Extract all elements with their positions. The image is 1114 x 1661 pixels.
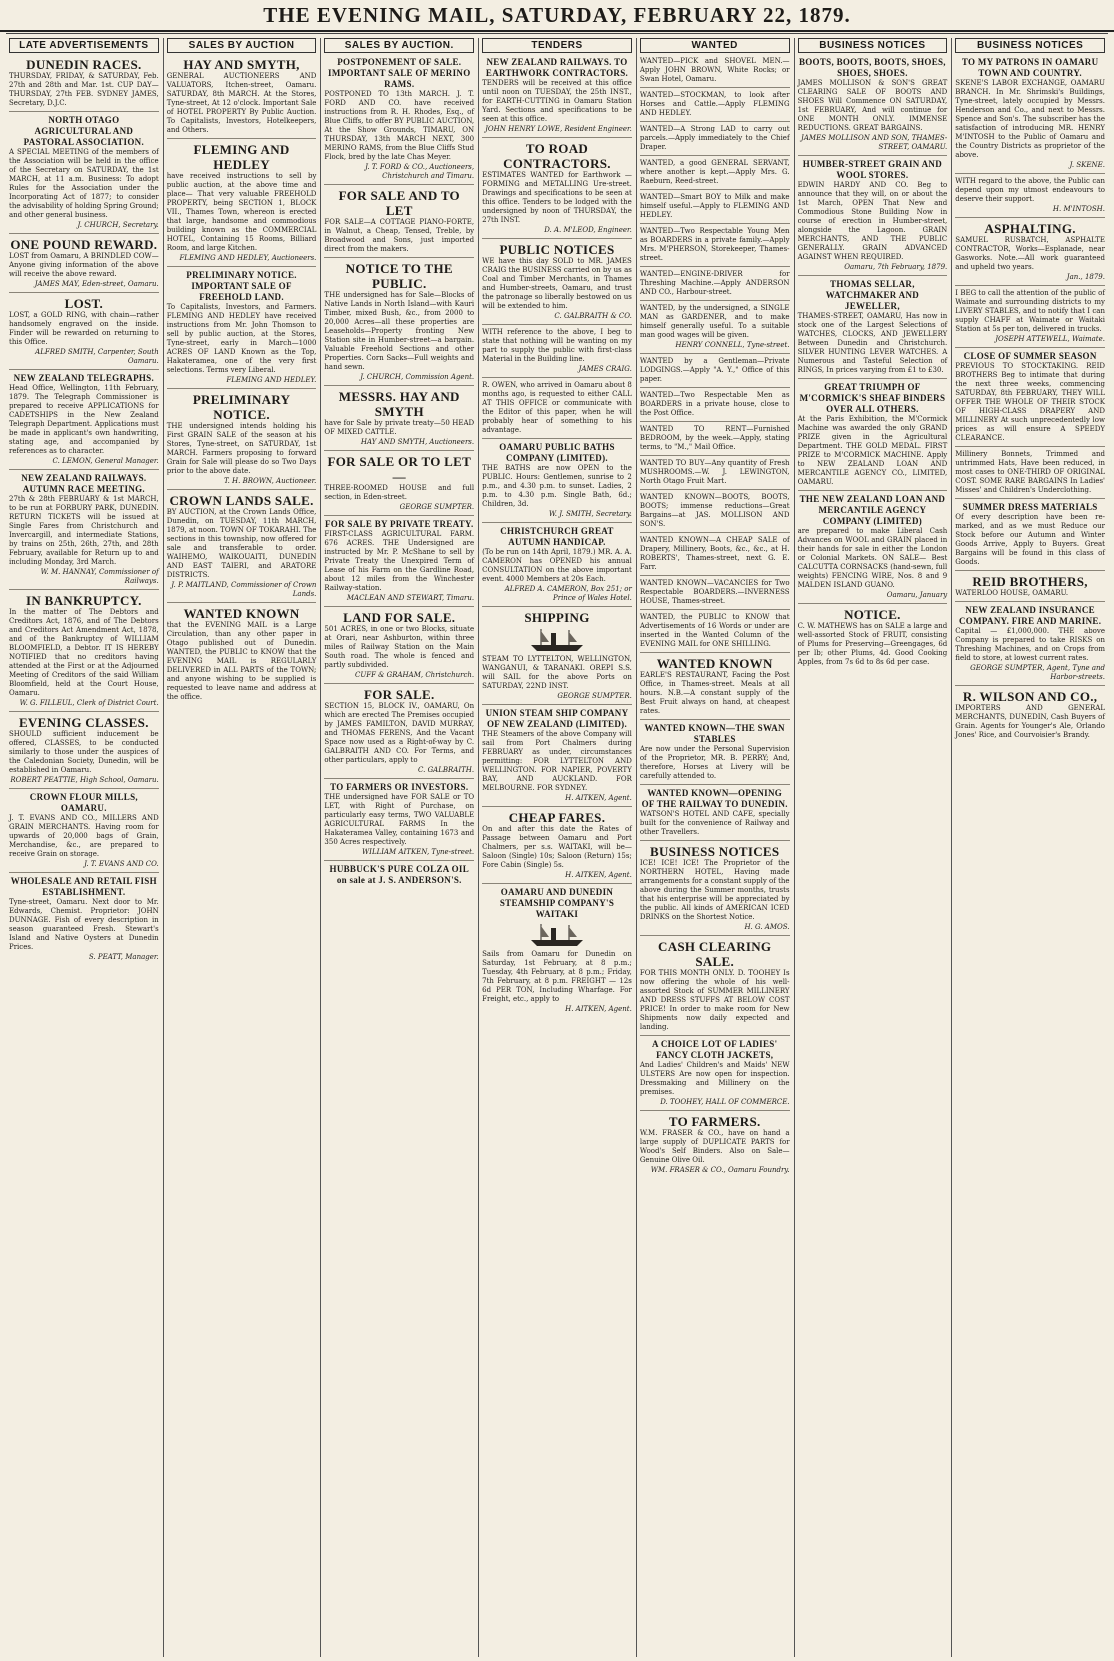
ad-title: NOTICE. <box>844 607 901 622</box>
ad-body: JAMES MOLLISON & SON'S GREAT CLEARING SALE OF BOOTS AND SHOES Will Commence ON SATURDAY, 1st FEBRUARY, And will continue for ONE MONTH ONLY. IMMENSE REDUCTIONS. GREAT BARGAINS. <box>797 79 948 132</box>
ad-body: WATSON'S HOTEL AND CAFE, specially built for the convenience of Railway and other Travellers. <box>639 810 790 836</box>
ad-signature: H. G. AMOS. <box>744 923 790 931</box>
column-1 <box>6 38 162 1657</box>
ad-signature: ALFRED SMITH, Carpenter, South Oamaru. <box>35 348 159 365</box>
advertisement <box>798 607 948 670</box>
ad-signature: H. AITKEN, Agent. <box>565 794 632 802</box>
advertisement <box>324 261 474 386</box>
ad-signature: HENRY CONNELL, Tyne-street. <box>675 341 790 349</box>
advertisement <box>482 242 632 325</box>
advertisement <box>955 605 1105 686</box>
ad-title: OAMARU PUBLIC BATHS COMPANY (LIMITED). <box>499 442 615 463</box>
ad-body: W.M. FRASER & CO., have on hand a large supply of DUPLICATE PARTS for Wood's Self Binders. Also on Sale—Genuine Olive Oil. <box>639 1129 790 1164</box>
advertisement <box>640 425 790 456</box>
ad-body: And Ladies' Children's and Maids' NEW ULSTERS Are now open for inspection. Dressmaking and Millinery on the premises. <box>639 1061 790 1096</box>
ad-body: THAMES-STREET, OAMARU, Has now in stock one of the Largest Selections of WATCHES, CLOCKS, AND JEWELLERY Between Dunedin and Christchurch. SILVER HUNTING LEVER WATCHES. A Numerous and Tasteful Selection of RINGS, In prices varying from £1 to £30. <box>797 312 948 374</box>
advertisement <box>482 708 632 807</box>
column-rule <box>794 38 795 1657</box>
advertisement <box>482 810 632 884</box>
ad-signature: JAMES MOLLISON AND SON, THAMES-STREET, OAMARU. <box>801 134 948 151</box>
ad-title: THOMAS SELLAR, WATCHMAKER AND JEWELLER, <box>825 279 920 311</box>
ad-title: FOR SALE AND TO LET <box>338 188 460 218</box>
masthead-rule <box>6 33 1108 34</box>
advertisement <box>955 574 1105 602</box>
ad-title: NEW ZEALAND RAILWAYS. AUTUMN RACE MEETING. <box>21 473 147 494</box>
ad-signature: J. T. FORD & CO., Auctioneers, Christchurch and Timaru. <box>365 163 475 180</box>
advertisement <box>482 57 632 138</box>
ad-body: IMPORTERS AND GENERAL MERCHANTS, DUNEDIN, Cash Buyers of Grain. Agents for Younger's Ale, Orlando Jones' Rice, and Courvoisier's Brandy. <box>955 704 1105 739</box>
ad-body: 27th & 28th FEBRUARY & 1st MARCH, to be run at FORBURY PARK, DUNEDIN. RETURN TICKETS will be issued at Single Fares from Christchurch and Invercargill, and intermediate Stations, by trains on 25th, 26th, 27th, and 28th February, available for Return up to and including Monday, 3rd March. <box>9 495 159 566</box>
advertisement <box>640 125 790 156</box>
advertisement <box>167 493 317 603</box>
ad-body: have for Sale by private treaty—50 HEAD OF MIXED CATTLE. <box>324 419 475 436</box>
ad-body: FOR THIS MONTH ONLY. D. TOOHEY Is now offering the whole of his well-assorted Stock of SUMMER MILLINERY AND DRESS STUFFS AT BELOW COST PRICE! In order to make room for New Shipments now daily expected and landing. <box>639 969 790 1031</box>
ad-title: ASPHALTING. <box>984 221 1076 236</box>
ad-body: WANTED KNOWN—A CHEAP SALE of Drapery, Millinery, Boots, &c., &c., at H. ROBERTS', Thames-street, next G. E. Farr. <box>639 536 790 571</box>
ad-title: REID BROTHERS, <box>972 574 1088 589</box>
column-rule <box>478 38 479 1657</box>
advertisement <box>9 57 159 112</box>
advertisement <box>640 656 790 720</box>
ad-title: POSTPONEMENT OF SALE. IMPORTANT SALE OF MERINO RAMS. <box>328 57 471 89</box>
advertisement <box>482 887 632 1017</box>
ad-title: TO MY PATRONS IN OAMARU TOWN AND COUNTRY. <box>961 57 1099 78</box>
advertisement <box>640 193 790 224</box>
ad-title: MESSRS. HAY AND SMYTH <box>338 389 460 419</box>
ad-signature: MACLEAN AND STEWART, Timaru. <box>346 594 475 602</box>
advertisement <box>9 715 159 789</box>
advertisement <box>482 381 632 439</box>
ad-body: POSTPONED TO 13th MARCH. J. T. FORD AND CO. have received instructions from R. H. Rhodes, Esq., of Blue Cliffs, to offer BY PUBLIC AUCTION, At the Show Grounds, TIMARU, ON THURSDAY, 13th MARCH NEXT, 300 MERINO RAMS, from the Blue Cliffs Stud Flock, bred by the late Chas Meyer. <box>324 90 475 161</box>
section-header: SALES BY AUCTION <box>167 38 317 53</box>
ad-title: CHRISTCHURCH GREAT AUTUMN HANDICAP. <box>500 526 614 547</box>
advertisement <box>798 494 948 604</box>
ad-title: SHIPPING <box>524 610 590 625</box>
advertisement <box>9 792 159 873</box>
ad-title: PRELIMINARY NOTICE. <box>192 392 291 422</box>
advertisement <box>9 593 159 712</box>
ad-body: TENDERS will be received at this office until noon on TUESDAY, the 25th INST., for EARTH-CUTTING in Oamaru Station Yard. Sections and specifications to be seen at this office. <box>482 79 632 123</box>
ad-body: EARLE'S RESTAURANT, Facing the Post Office, in Thames-street. Meals at all hours. N.B.—A constant supply of the Best Fruit always on hand, at cheapest rates. <box>639 671 790 715</box>
advertisement <box>798 382 948 491</box>
ad-title: CHEAP FARES. <box>508 810 606 825</box>
ad-body: THE Steamers of the above Company will sail from Port Chalmers during FEBRUARY as under, circumstances permitting: FOR LYTTELTON AND WELLINGTON. FOR NAPIER, POVERTY BAY, AND AUCKLAND. FOR MELBOURNE. FOR SYDNEY. <box>482 730 632 792</box>
advertisement <box>955 289 1105 348</box>
ad-body: SAMUEL RUSBATCH, ASPHALTE CONTRACTOR, Works—Esplanade, near Gasworks. Note.—All work guaranteed and upheld two years. <box>955 236 1105 271</box>
ad-body: Sails from Oamaru for Dunedin on Saturday, 1st February, at 8 p.m.; Tuesday, 4th February, at 8 p.m.; Friday, 7th February, at 8 p.m. FREIGHT — 12s 6d PER TON, Including Wharfage. For Freight, etc., apply to <box>482 950 632 1003</box>
ad-title: WANTED KNOWN <box>183 606 300 621</box>
ad-body: WANTED—ENGINE-DRIVER for Threshing Machine.—Apply ANDERSON AND CO., Harbour-street. <box>639 270 790 296</box>
ad-signature: H. AITKEN, Agent. <box>565 871 632 879</box>
ad-body: On and after this date the Rates of Passage between Oamaru and Port Chalmers, per s.s. WAITAKI, will be—Saloon (Single) 10s; Saloon (Return) 15s; Fore Cabin (Single) 5s. <box>482 825 632 869</box>
advertisement <box>640 536 790 576</box>
advertisement <box>640 227 790 267</box>
ad-title: LAND FOR SALE. <box>343 610 456 625</box>
advertisement <box>482 526 632 607</box>
ad-body: Of every description have been re-marked, and as we must Reduce our Stock before our Autumn and Winter Goods Arrive, Apply to Buyers. Great Bargains will be found in this class of Goods. <box>955 513 1105 566</box>
column-rule <box>163 38 164 1657</box>
advertisement <box>955 689 1105 743</box>
advertisement <box>324 687 474 779</box>
ad-title: EVENING CLASSES. <box>18 715 149 730</box>
ad-title: WHOLESALE AND RETAIL FISH ESTABLISHMENT. <box>10 876 157 897</box>
ad-body: SECTION 15, BLOCK IV., OAMARU, On which are erected The Premises occupied by JAMES FAMILTON, DAVID MURRAY, and THOMAS FERENS, And the Vacant Space now used as a Right-of-way by C. GALBRAITH AND CO. For Terms, and other particulars, apply to <box>324 702 475 764</box>
steamship-icon <box>527 627 587 653</box>
ad-signature: HAY AND SMYTH, Auctioneers. <box>360 438 475 446</box>
ad-signature: D. TOOHEY, HALL OF COMMERCE. <box>660 1098 790 1106</box>
ad-title: CASH CLEARING SALE. <box>658 939 772 969</box>
ad-title: WANTED KNOWN <box>656 656 773 671</box>
ad-body: Millinery Bonnets, Trimmed and untrimmed Hats, Have been reduced, in most cases to ONE-THIRD OF ORIGINAL COST. SOME RARE BARGAINS In Ladies' Misses' and Children's Underclothing. <box>955 450 1105 494</box>
ad-body: WANTED—Two Respectable Young Men as BOARDERS in a private family.—Apply Mrs. M'PHERSON, Storekeeper, Thames-street. <box>639 227 790 262</box>
ad-signature: FLEMING AND HEDLEY. <box>226 376 317 384</box>
advertisement <box>955 502 1105 571</box>
section-header: WANTED <box>640 38 790 53</box>
ad-signature: J. CHURCH, Commission Agent. <box>360 373 475 381</box>
advertisement <box>167 392 317 490</box>
ad-body: WANTED—Smart BOY to Milk and make himself useful.—Apply to FLEMING AND HEDLEY. <box>639 193 790 219</box>
ad-body: THREE-ROOMED HOUSE and full section, in Eden-street. <box>324 484 475 501</box>
column-rule <box>320 38 321 1657</box>
ad-body: WE have this day SOLD to MR. JAMES CRAIG the BUSINESS carried on by us as Coal and Timber Merchants, in Thames and Humber-streets, Oamaru, and trust the patronage so liberally bestowed on us will be extended to him. <box>482 257 632 310</box>
ad-title: SUMMER DRESS MATERIALS <box>962 502 1098 512</box>
advertisement <box>798 57 948 156</box>
advertisement <box>167 606 317 705</box>
ad-signature: J. CHURCH, Secretary. <box>77 221 159 229</box>
advertisement <box>9 473 159 590</box>
advertisement <box>9 296 159 370</box>
column-3 <box>321 38 477 1657</box>
advertisement <box>9 115 159 234</box>
ad-signature: T. H. BROWN, Auctioneer. <box>223 477 317 485</box>
ad-body: GENERAL AUCTIONEERS AND VALUATORS, Itchen-street, Oamaru. SATURDAY, 8th MARCH. At the Stores, Tyne-street, At 12 o'clock. Important Sale of HOTEL PROPERTY By Public Auction. To Capitalists, Investors, Hotelkeepers, and Others. <box>166 72 317 134</box>
ad-signature: Oamaru, 7th February, 1879. <box>844 263 948 271</box>
ad-body: WITH reference to the above, I beg to state that nothing will be wanting on my part to supply the public with first-class Material in the Building line. <box>482 328 632 363</box>
section-header: LATE ADVERTISEMENTS <box>9 38 159 53</box>
ad-signature: W. M. HANNAY, Commissioner of Railways. <box>40 568 159 585</box>
advertisement <box>798 159 948 276</box>
ad-signature: W. G. FILLEUL, Clerk of District Court. <box>19 699 159 707</box>
ad-body: To Capitalists, Investors, and Farmers. FLEMING AND HEDLEY have received instructions from Mr. John Thomson to sell by public auction, at the Stores, Tyne-street, early in March—1000 ACRES OF LAND Known as the Top, Hakateramea, one of the very first selections. Terms very Liberal. <box>166 303 317 374</box>
ad-title: HUBBUCK'S PURE COLZA OIL on sale at J. S. ANDERSON'S. <box>329 864 470 885</box>
ad-title: THE NEW ZEALAND LOAN AND MERCANTILE AGENCY COMPANY (LIMITED) <box>799 494 946 526</box>
ad-body: WATERLOO HOUSE, OAMARU. <box>955 589 1069 597</box>
ad-body: Head Office, Wellington, 11th February, 1879. The Telegraph Commissioner is prepared to receive APPLICATIONS for CADETSHIPS in the New Zealand Telegraph Department. Applications must be made in applicant's own handwriting, stating age, and accompanied by references as to character. <box>9 384 159 455</box>
ad-title: NORTH OTAGO AGRICULTURAL AND PASTORAL ASSOCIATION. <box>23 115 145 147</box>
ad-body: that the EVENING MAIL is a Large Circulation, than any other paper in Otago published out of Dunedin. WANTED, the PUBLIC to KNOW that the EVENING MAIL is REGULARLY DELIVERED in ALL PARTS of the TOWN; and anyone wishing to be supplied is requested to leave name and address at the office. <box>166 621 317 701</box>
advertisement <box>324 454 474 516</box>
ad-title: CROWN FLOUR MILLS, OAMARU. <box>29 792 138 813</box>
ad-signature: Jan., 1879. <box>1066 273 1105 281</box>
advertisement <box>640 844 790 936</box>
advertisement <box>640 613 790 653</box>
advertisement <box>167 57 317 139</box>
advertisement <box>324 782 474 861</box>
ad-signature: JOHN HENRY LOWE, Resident Engineer. <box>485 125 632 133</box>
ad-signature: FLEMING AND HEDLEY, Auctioneers. <box>179 254 317 262</box>
ad-title: LOST. <box>64 296 104 311</box>
ad-body: Tyne-street, Oamaru. Next door to Mr. Edwards, Chemist. Proprietor: JOHN DUNNAGE. Fish of every description in season guaranteed Fresh. Stewart's Island and Native Oysters at Dunedin Prices. <box>9 898 159 951</box>
ad-title: NEW ZEALAND RAILWAYS. TO EARTHWORK CONTRACTORS. <box>485 57 629 78</box>
ad-body: WANTED by a Gentleman—Private LODGINGS.—Apply "A. Y.," Office of this paper. <box>639 357 790 383</box>
steamship-icon <box>527 922 587 948</box>
ad-body: I BEG to call the attention of the public of Waimate and surrounding districts to my LIVERY STABLES, and to notify that I can supply CHAFF at Waimate or Waitaki Station at 5s per ton, delivered in trucks. <box>955 289 1105 333</box>
advertisement <box>482 442 632 523</box>
ad-title: PRELIMINARY NOTICE. IMPORTANT SALE OF FREEHOLD LAND. <box>186 270 297 302</box>
ad-body: ICE! ICE! ICE! The Proprietor of the NORTHERN HOTEL, Having made arrangements for a constant supply of the above during the Summer months, trusts that his enterprise will be appreciated by the public. All kinds of AMERICAN ICED DRINKS on the Shortest Notice. <box>639 859 790 921</box>
advertisement <box>9 876 159 965</box>
advertisement <box>640 270 790 301</box>
ad-title: WANTED KNOWN—THE SWAN STABLES <box>644 723 785 744</box>
section-header: TENDERS <box>482 38 632 53</box>
advertisement <box>640 1039 790 1111</box>
advertisement <box>324 610 474 684</box>
ad-signature: J. T. EVANS AND CO. <box>84 860 159 868</box>
ad-title: HAY AND SMYTH, <box>183 57 300 72</box>
ad-title: IN BANKRUPTCY. <box>26 593 142 608</box>
column-7 <box>952 38 1108 1657</box>
ad-signature: WILLIAM AITKEN, Tyne-street. <box>361 848 475 856</box>
ad-signature: W. J. SMITH, Secretary. <box>548 510 632 518</box>
column-2 <box>164 38 320 1657</box>
ad-body: LOST from Oamaru, A BRINDLED COW—Anyone giving information of the above will receive the above reward. <box>9 252 159 278</box>
ad-body: R. OWEN, who arrived in Oamaru about 8 months ago, is requested to either CALL AT THIS OFFICE or communicate with the Editor of this paper, when he will probably hear of something to his advantage. <box>482 381 632 434</box>
ad-body: FOR SALE—A COTTAGE PIANO-FORTE, in Walnut, a Cheap, Tensed, Treble, by Broadwood and Sons, just imported direct from the makers. <box>324 218 475 253</box>
advertisement <box>640 91 790 122</box>
ad-title: OAMARU AND DUNEDIN STEAMSHIP COMPANY'S WAITAKI <box>499 887 615 919</box>
advertisement <box>324 57 474 185</box>
ad-body: WANTED KNOWN—BOOTS, BOOTS, BOOTS; immense reductions—Great Bargains—at JAS. MOLLISON AND SON'S. <box>639 493 790 528</box>
advertisement <box>955 351 1105 447</box>
ad-title: NEW ZEALAND TELEGRAPHS. <box>13 373 155 383</box>
ad-title: TO ROAD CONTRACTORS. <box>503 141 611 171</box>
ad-title: WANTED KNOWN—OPENING OF THE RAILWAY TO DUNEDIN. <box>641 788 788 809</box>
ad-body: BY AUCTION, at the Crown Lands Office, Dunedin, on TUESDAY, 11th MARCH, 1879, at noon. TOWN OF TOKARAHI. The sections in this township, now offered for sale and transferable to order. WAIHEMO, WAIKOUAITI, DUNEDIN AND EAST TAIERI, and ARATORE DISTRICTS. <box>166 508 317 579</box>
ad-body: At the Paris Exhibition, the M'Cormick Machine was awarded the only GRAND PRIZE given in the Agricultural Department. THE GOLD MEDAL. FIRST PRIZE to M'CORMICK MACHINE. Apply to NEW ZEALAND LOAN AND MERCANTILE AGENCY CO., LIMITED, OAMARU. <box>797 415 948 486</box>
ad-body: WANTED—Two Respectable Men as BOARDERS in a private house, close to the Post Office. <box>639 391 790 417</box>
ad-body: WANTED—A Strong LAD to carry out parcels.—Apply immediately to the Chief Draper. <box>639 125 790 151</box>
advertisement <box>640 788 790 841</box>
ad-body: STEAM TO LYTTELTON, WELLINGTON, WANGANUI, & TARANAKI. OREPI S.S. will SAIL for the above Ports on SATURDAY, 22ND INST. <box>482 655 632 690</box>
ad-signature: CUFF & GRAHAM, Christchurch. <box>354 671 475 679</box>
ad-body: LOST, a GOLD RING, with chain—rather handsomely engraved on the inside. Finder will be rewarded on returning to this Office. <box>9 311 159 346</box>
ad-body: WANTED, a good GENERAL SERVANT, where another is kept.—Apply Mrs. G. Raeburn, Reed-street. <box>639 159 790 185</box>
advertisement <box>798 279 948 379</box>
advertisement <box>640 357 790 388</box>
ad-body: WANTED KNOWN—VACANCIES for Two Respectable BOARDERS.—INVERNESS HOUSE, Thames-street. <box>639 579 790 605</box>
ad-title: FOR SALE BY PRIVATE TREATY. <box>324 519 474 529</box>
ad-body: WANTED TO BUY—Any quantity of Fresh MUSHROOMS.—W. J. LEWINGTON, North Otago Fruit Mart. <box>639 459 790 485</box>
advertisement <box>640 304 790 354</box>
column-4 <box>479 38 635 1657</box>
advertisement <box>640 493 790 533</box>
ad-title: ONE POUND REWARD. <box>10 237 158 252</box>
section-header: SALES BY AUCTION. <box>324 38 474 53</box>
ad-signature: ALFRED A. CAMERON, Box 251; or Prince of Wales Hotel. <box>504 585 632 602</box>
advertisement <box>640 459 790 490</box>
ad-signature: H. M'INTOSH. <box>1052 205 1105 213</box>
advertisement <box>324 389 474 451</box>
ad-body: WANTED—PICK and SHOVEL MEN.—Apply JOHN BROWN, White Rocks; or Swan Hotel, Oamaru. <box>639 57 790 83</box>
advertisement <box>640 57 790 88</box>
ad-title: NEW ZEALAND INSURANCE COMPANY. FIRE AND MARINE. <box>959 605 1102 626</box>
advertisement <box>482 328 632 378</box>
advertisement <box>640 723 790 785</box>
ad-body: EDWIN HARDY AND CO. Beg to announce that they will, on or about the 1st March, OPEN That New and Commodious Stone Building Now in course of erection in Humber-street, alongside the Lagoon. GRAIN MERCHANTS, AND THE PUBLIC GENERALLY. GRAIN ADVANCED AGAINST WHEN REQUIRED. <box>797 181 948 261</box>
ad-body: SHOULD sufficient inducement be offered, CLASSES, to be conducted similarly to those under the auspices of the Caledonian Society, Dunedin, will be established in Oamaru. <box>9 730 159 774</box>
masthead <box>0 0 1114 32</box>
ad-signature: JOSEPH ATTEWELL, Waimate. <box>995 335 1105 343</box>
ad-title: TO FARMERS. <box>668 1114 761 1129</box>
ad-title: CLOSE OF SUMMER SEASON <box>963 351 1097 361</box>
ad-title: HUMBER-STREET GRAIN AND WOOL STORES. <box>802 159 943 180</box>
ad-body: THE undersigned intends holding his First GRAIN SALE of the season at his Stores, Tyne-street, on SATURDAY, 1st MARCH. Farmers proposing to forward Grain for Sale will please do so Two Days prior to the above date. <box>166 422 317 475</box>
ad-title: FOR SALE. <box>363 687 435 702</box>
ad-title: A CHOICE LOT OF LADIES' FANCY CLOTH JACKETS, <box>651 1039 778 1060</box>
advertisement <box>324 519 474 607</box>
advertisement <box>955 221 1105 286</box>
ad-body: J. T. EVANS AND CO., MILLERS AND GRAIN MERCHANTS. Having room for upwards of 20,000 bags of Grain, Merchandise, &c., are prepared to receive Grain on storage. <box>9 814 159 858</box>
ad-title: PUBLIC NOTICES <box>499 242 615 257</box>
ad-body: WITH regard to the above, the Public can depend upon my utmost endeavours to deserve their support. <box>955 177 1105 203</box>
ad-title: R. WILSON AND CO., <box>962 689 1098 704</box>
ad-body: PREVIOUS TO STOCKTAKING. REID BROTHERS Beg to intimate that during the next three weeks, commencing SATURDAY, 8th FEBRUARY, THEY WILL OFFER THE WHOLE OF THEIR STOCK OF HIGH-CLASS DRAPERY AND MILLINERY At such unprecedentedly low prices as will ensure A SPEEDY CLEARANCE. <box>955 362 1105 442</box>
column-rule <box>636 38 637 1657</box>
advertisement <box>955 177 1105 218</box>
ad-title: FLEMING AND HEDLEY <box>193 142 290 172</box>
ad-signature: Oamaru, January <box>886 591 948 599</box>
ad-body: In the matter of The Debtors and Creditors Act, 1876, and of The Debtors and Creditors Act Amendment Act, 1878, and of the Bankruptcy of WILLIAM BLOOMFIELD, a Debtor. IT IS HEREBY NOTIFIED that no creditors having attended at the First or at the Adjourned Meeting of Creditors of the said William Bloomfield, held at the Court House, Oamaru. <box>9 608 159 697</box>
ad-body: C. W. MATHEWS has on SALE a large and well-assorted Stock of FRUIT, consisting of Plums for Preserving—Greengages, 6d per lb; other Plums, 4d. Good Cooking Apples, from 7s 6d to 8s 6d per case. <box>797 622 948 666</box>
ad-title: TO FARMERS OR INVESTORS. <box>330 782 469 792</box>
column-5 <box>637 38 793 1657</box>
section-header: BUSINESS NOTICES <box>955 38 1105 53</box>
advertisement <box>167 270 317 389</box>
ad-signature: JAMES CRAIG. <box>578 365 632 373</box>
ad-body: WANTED TO RENT—Furnished BEDROOM, by the week.—Apply, stating terms, to "M.," Mail Office. <box>639 425 790 451</box>
ad-signature: JAMES MAY, Eden-street, Oamaru. <box>34 280 159 288</box>
ad-body: Are now under the Personal Supervision of the Proprietor, MR. B. PERRY; And, therefore, Horses at Livery will be carefully attended to. <box>639 745 790 780</box>
ad-title: BOOTS, BOOTS, BOOTS, SHOES, SHOES, SHOES. <box>798 57 946 78</box>
ad-signature: WM. FRASER & CO., Oamaru Foundry. <box>650 1166 790 1174</box>
advertisement <box>955 57 1105 174</box>
advertisement <box>640 579 790 610</box>
advertisement <box>482 141 632 239</box>
advertisement <box>9 237 159 293</box>
column-rule <box>951 38 952 1657</box>
ad-title: DUNEDIN RACES. <box>26 57 142 72</box>
ad-body: (To be run on 14th April, 1879.) MR. A. A. CAMERON has OPENED his annual CONSULTATION on the above important event. 4000 Members at 20s Each. <box>482 548 632 583</box>
masthead-title: THE EVENING MAIL, SATURDAY, FEBRUARY 22, 1879. <box>263 3 851 27</box>
ad-body: WANTED, the PUBLIC to KNOW that Advertisements of 16 Words or under are inserted in the Wanted Column of the EVENING MAIL for ONE SHILLING. <box>639 613 790 648</box>
ad-body: SKENE'S LABOR EXCHANGE, OAMARU BRANCH. In Mr. Shrimski's Buildings, Tyne-street, lately occupied by Messrs. Henderson and Co., and next to Messrs. Spence and Son's. The subscriber has the satisfaction of introducing MR. HENRY M'INTOSH to the Public of Oamaru and the Country Districts as proprietor of the above. <box>955 79 1105 159</box>
ad-body: THE BATHS are now OPEN to the PUBLIC. Hours: Gentlemen, sunrise to 2 p.m., and 4.30 p.m. to sunset. Ladies, 2 p.m. to 4.30 p.m. Single Bath, 6d.; Children, 3d. <box>482 464 632 508</box>
ad-title: NOTICE TO THE PUBLIC. <box>345 261 453 291</box>
ad-signature: C. LEMON, General Manager. <box>52 457 159 465</box>
ad-body: ESTIMATES WANTED for Earthwork — FORMING and METALLING Ure-street. Drawings and specifications to be seen at this office. Tenders to be lodged with the undersigned by noon of THURSDAY, the 27th INST. <box>482 171 632 224</box>
ad-signature: S. PEATT, Manager. <box>88 953 159 961</box>
ad-signature: C. GALBRAITH. <box>418 766 475 774</box>
advertisement <box>324 864 474 889</box>
advertisement <box>955 450 1105 499</box>
ad-body: A SPECIAL MEETING of the members of the Association will be held in the office of the Secretary on SATURDAY, the 1st MARCH, at 11 a.m. Business: To adopt Rules for the Association under the Incorporating Act of 1877; to consider the advisability of holding Spring Ground; and other general business. <box>9 148 159 219</box>
ad-title: UNION STEAM SHIP COMPANY OF NEW ZEALAND (LIMITED). <box>485 708 629 729</box>
ad-signature: J. SKENE. <box>1069 161 1105 169</box>
ad-body: WANTED, by the undersigned, a SINGLE MAN as GARDENER, and to make himself generally useful. To a suitable man good wages will be given. <box>639 304 790 339</box>
ad-signature: H. AITKEN, Agent. <box>565 1005 632 1013</box>
ad-signature: ROBERT PEATTIE, High School, Oamaru. <box>10 776 159 784</box>
ad-body: WANTED—STOCKMAN, to look after Horses and Cattle.—Apply FLEMING AND HEDLEY. <box>639 91 790 117</box>
ad-body: 501 ACRES, in one or two Blocks, situate at Orari, near Ashburton, within three miles of Railway Station on the Main South road. The whole is fenced and partly subdivided. <box>324 625 475 669</box>
advertisement <box>9 373 159 470</box>
ad-signature: GEORGE SUMPTER. <box>399 503 475 511</box>
ad-body: are prepared to make Liberal Cash Advances on WOOL and GRAIN placed in their hands for sale in either the London or Colonial Markets. ON SALE— Best CALCUTTA CORNSACKS (hand-sewn, full weights) FENCING WIRE, Nos. 8 and 9 MALDEN ISLAND GUANO. <box>797 527 948 589</box>
advertisement <box>640 939 790 1036</box>
ad-body: Capital — £1,000,000. THE above Company is prepared to take RISKS on Threshing Machines, and on Crops from field to store, at lowest current rates. <box>955 627 1105 662</box>
section-header: BUSINESS NOTICES <box>798 38 948 53</box>
ad-body: FIRST-CLASS AGRICULTURAL FARM. 676 ACRES. THE Undersigned are instructed by Mr. P. McShane to sell by Private Treaty the Unexpired Term of Lease of his Farm on the Gardline Road, about 12 miles from the Winchester Railway-station. <box>324 530 475 592</box>
ad-body: THURSDAY, FRIDAY, & SATURDAY, Feb. 27th and 28th and Mar. 1st. CUP DAY—THURSDAY, 27th FEB. SYDNEY JAMES, Secretary, D.J.C. <box>9 72 159 107</box>
ad-signature: GEORGE SUMPTER. <box>557 692 632 700</box>
ad-signature: D. A. M'LEOD, Engineer. <box>544 226 632 234</box>
advertisement <box>324 188 474 258</box>
advertisement <box>640 159 790 190</box>
advertisement <box>640 1114 790 1178</box>
ad-title: GREAT TRIUMPH OF M'CORMICK'S SHEAF BINDERS OVER ALL OTHERS. <box>799 382 946 414</box>
advertisement <box>482 610 632 705</box>
ad-title: BUSINESS NOTICES <box>649 844 780 859</box>
ad-signature: J. P. MAITLAND, Commissioner of Crown Lands. <box>171 581 317 598</box>
ad-body: have received instructions to sell by public auction, at the above time and place— That very valuable FREEHOLD PROPERTY, being SECTION 1, BLOCK VII., Thames Town, whereon is erected that large, handsome and commodious building known as the COMMERCIAL HOTEL, Containing 15 Rooms, Billiard Room, and large Kitchen. <box>166 172 317 252</box>
ad-body: THE undersigned has for Sale—Blocks of Native Lands in North Island—with Kauri Timber, mixed Bush, &c., from 2000 to 20,000 Acres—all these properties are Leaseholds—Property fronting New Station site in Humber-street—a bargain. Valuable Freehold Sections and other Properties. Corn Sacks—Full weights and hand sewn. <box>324 291 475 371</box>
column-6 <box>795 38 951 1657</box>
ad-body: THE undersigned have FOR SALE or TO LET, with Right of Purchase, on particularly easy terms, TWO VALUABLE AGRICULTURAL FARMS In the Hakateramea Valley, containing 1673 and 350 Acres respectively. <box>324 793 475 846</box>
advertisement <box>167 142 317 267</box>
advertisement <box>640 391 790 422</box>
ad-title: CROWN LANDS SALE. <box>169 493 314 508</box>
ad-signature: GEORGE SUMPTER, Agent, Tyne and Harbor-streets. <box>970 664 1105 681</box>
ad-title: FOR SALE OR TO LET— <box>327 454 472 484</box>
ad-signature: C. GALBRAITH & CO. <box>554 312 632 320</box>
